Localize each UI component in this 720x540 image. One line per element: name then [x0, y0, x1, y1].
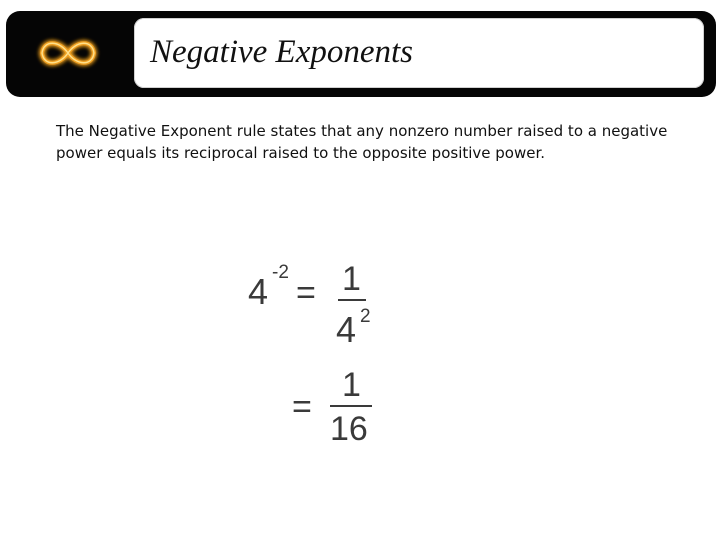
eq-equals-1: = [296, 274, 316, 312]
eq-base: 4 [248, 271, 269, 312]
eq-numerator: 1 [342, 260, 361, 298]
title-bar [6, 11, 716, 97]
eq-equals-2: = [292, 388, 312, 426]
exponent-equation [238, 252, 398, 452]
eq-positive-exponent: 2 [360, 306, 371, 327]
eq-result-numerator: 1 [342, 366, 361, 404]
body-paragraph: The Negative Exponent rule states that any nonzero number raised to a negative power equals its reciprocal raised to the opposite positive power. [56, 122, 668, 162]
infinity-icon [30, 29, 106, 77]
slide-title: Negative Exponents [150, 34, 414, 70]
eq-result-denominator: 16 [330, 410, 368, 448]
eq-denominator-base: 4 [336, 309, 357, 350]
eq-negative-exponent: -2 [272, 262, 289, 283]
title-box [134, 18, 704, 88]
